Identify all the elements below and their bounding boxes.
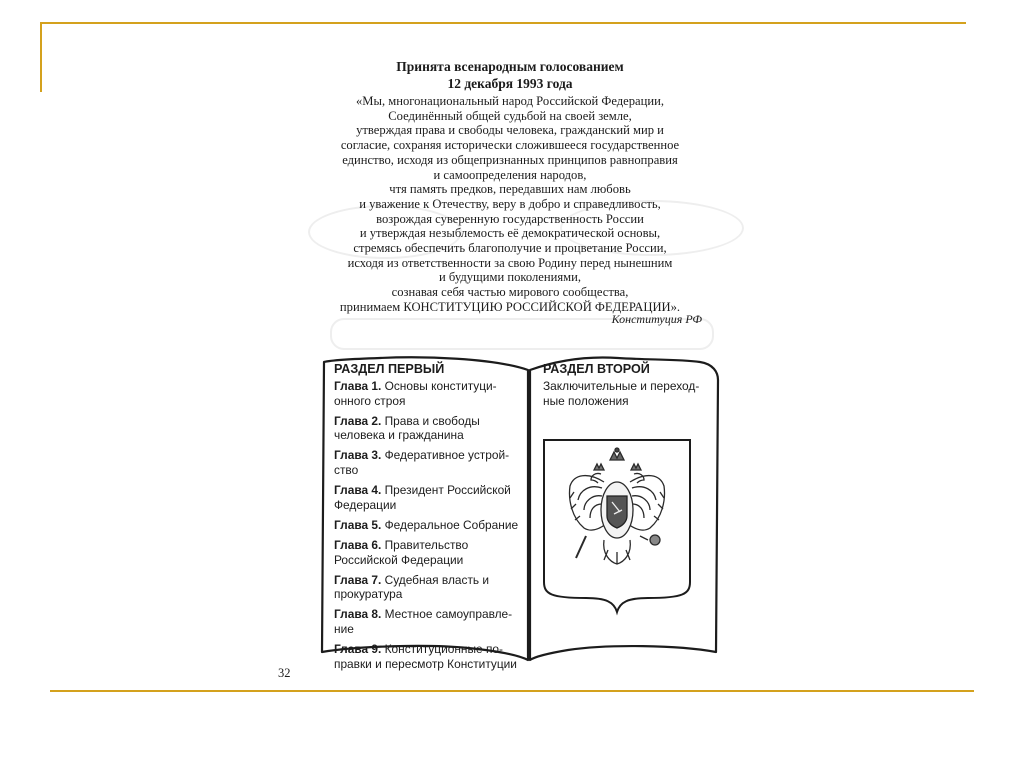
adoption-heading [300,58,720,92]
chapter-item [334,448,522,477]
page-number: 32 [278,666,291,680]
chapter-number: Глава 3. [334,448,382,463]
chapter-number: Глава 6. [334,537,382,552]
chapter-item [334,573,522,602]
adoption-date: 12 декабря 1993 года [447,76,573,91]
preamble-line: и будущими поколениями, [439,270,581,285]
chapter-title: Права и свободы человека и гражданина [334,413,480,443]
section-one-title: РАЗДЕЛ ПЕРВЫЙ [334,362,445,376]
chapter-title: Президент Российской Федерации [334,483,511,512]
chapter-title: Местное самоуправле- ние [334,607,513,636]
section-two-page [543,362,715,408]
chapter-item [334,642,522,671]
section-one-page [334,362,522,677]
chapter-item [334,414,522,443]
preamble-text [300,94,720,315]
chapter-title: Федеративное устрой- ство [334,448,510,478]
section-two-title: РАЗДЕЛ ВТОРОЙ [543,362,650,376]
preamble-line: и утверждая незыблемость её демократической основы, [359,226,661,241]
chapter-title: Правительство Российской Федерации [334,537,469,567]
preamble-line: принимаем КОНСТИТУЦИЮ РОССИЙСКОЙ ФЕДЕРАЦИИ». [339,299,681,314]
chapter-title: Конституционные по- правки и пересмотр Конституции [334,641,517,671]
preamble-line: и самоопределения народов, [433,167,587,182]
preamble-line: и уважение к Отечеству, веру в добро и справедливость, [359,196,661,211]
chapter-item [334,538,522,567]
preamble-line: единство, исходя из общепризнанных принципов равноправия [342,152,678,167]
preamble-line: сознавая себя частью мирового сообщества, [391,285,629,300]
preamble-line: Соединённый общей судьбой на своей земле, [388,108,632,123]
quote-source: Конституция РФ [611,312,702,326]
coat-of-arms-icon [570,448,665,564]
chapter-item [334,518,522,533]
chapter-number: Глава 8. [334,607,382,622]
chapter-number: Глава 1. [334,379,382,393]
chapter-number: Глава 9. [334,641,382,656]
preamble-line: чтя память предков, передавших нам любовь [389,182,631,197]
chapter-number: Глава 5. [334,517,382,532]
preamble-line: стремясь обеспечить благополучие и процветание России, [353,241,667,256]
chapter-title: Основы конституци- онного строя [334,379,497,408]
preamble-line: «Мы, многонациональный народ Российской Федерации, [355,94,665,108]
chapter-title: Федеральное Собрание [381,517,519,532]
chapter-item [334,483,522,512]
chapter-number: Глава 2. [334,413,382,428]
chapter-title: Судебная власть и прокуратура [334,572,490,602]
section-two-description: Заключительные и переход- ные положения [543,379,700,408]
chapter-number: Глава 4. [334,483,382,498]
preamble-line: утверждая права и свободы человека, гражданский мир и [356,123,664,138]
chapter-number: Глава 7. [334,572,382,587]
preamble-line: исходя из ответственности за свою Родину перед нынешним [347,255,673,270]
preamble-line: согласие, сохраняя исторически сложившееся государственное [340,138,680,153]
chapter-item [334,607,522,636]
preamble-line: возрождая суверенную государственность России [376,211,644,226]
adoption-line: Принята всенародным голосованием [396,59,624,74]
chapter-item [334,379,522,408]
